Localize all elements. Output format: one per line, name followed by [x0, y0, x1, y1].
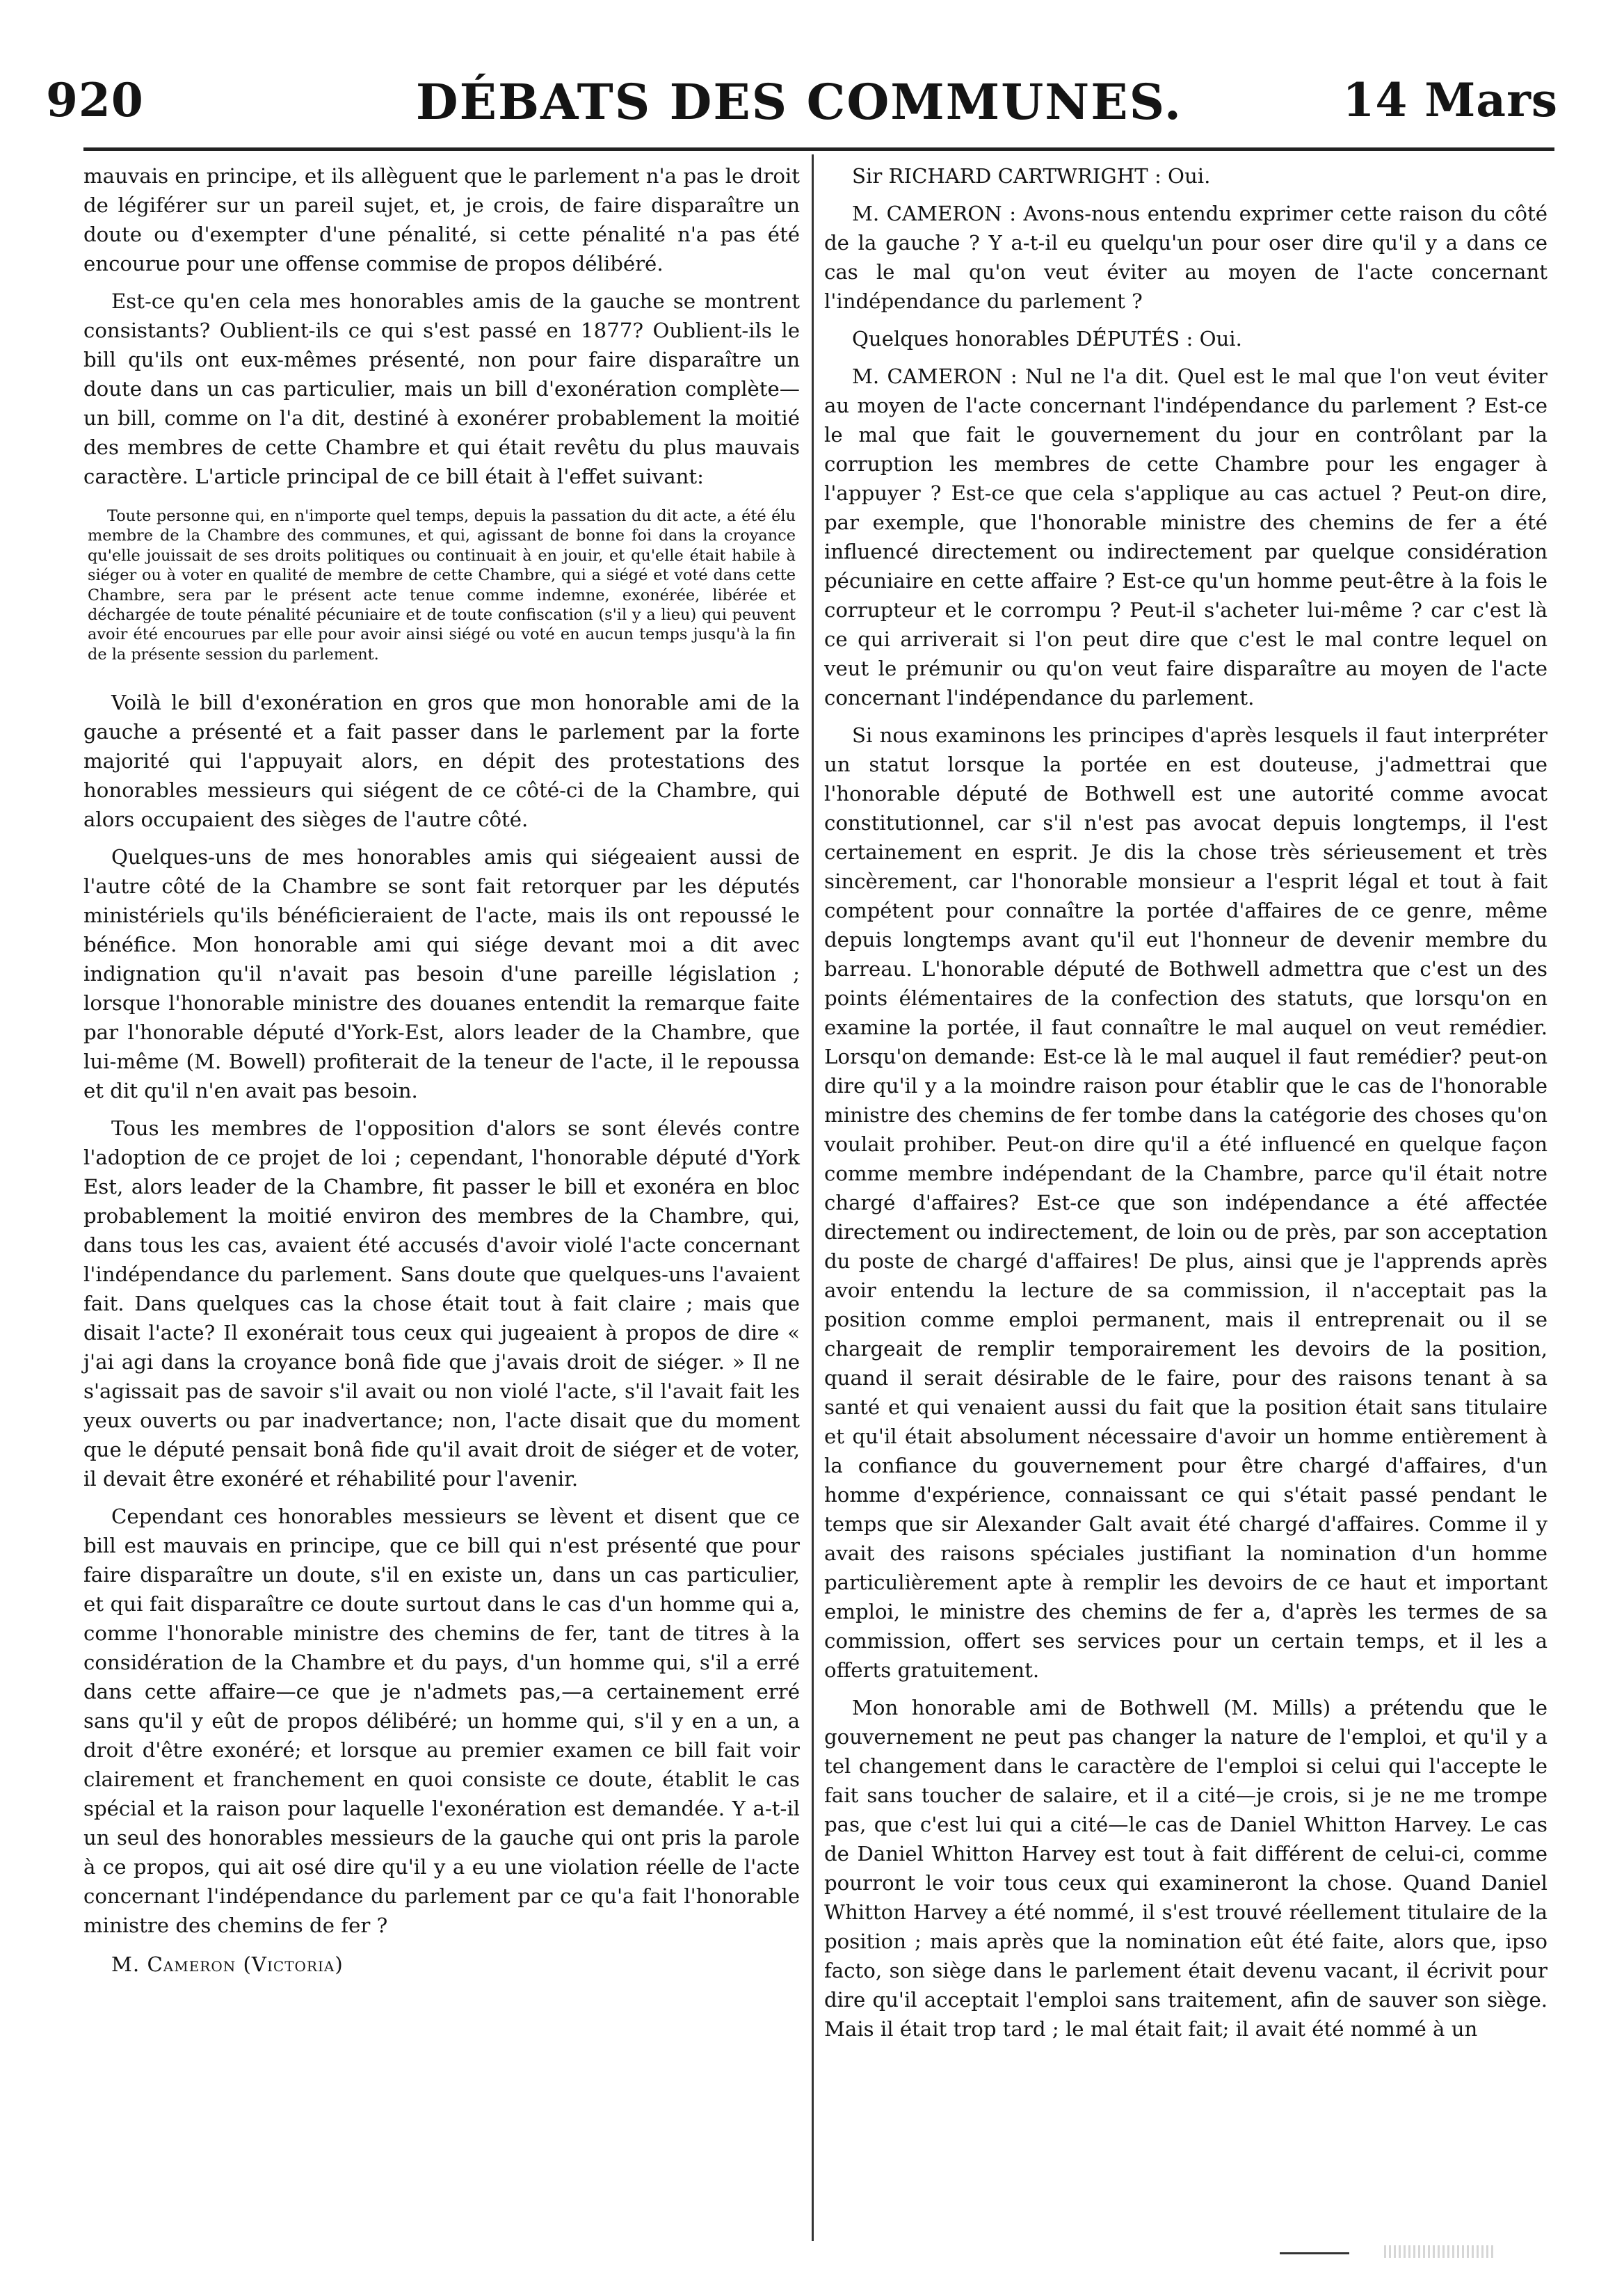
paragraph: M. CAMERON : Avons-nous entendu exprimer cette raison du côté de la gauche ? Y a-t-il eu quelqu'un pour oser dire qu'il y a dans ce cas le mal qu'on veut éviter au moyen de l'acte concernant l'indépendance du parlement ?	[824, 202, 1547, 313]
paragraph: Mon honorable ami de Bothwell (M. Mills) a prétendu que le gouvernement ne peut pas changer la nature de l'emploi, et qu'il y a tel changement dans le caractère de l'emploi si celui qui l'accepte le fait sans toucher de salaire, et il a cité—je crois, si je ne me trompe pas, que c'est lui qui a cité—le cas de Daniel Whitton Harvey. Le cas de Daniel Whitton Harvey est tout à fait différent de celui-ci, comme pourront le voir tous ceux qui examineront la chose. Quand Daniel Whitton Harvey a été nommé, il s'est trouvé réellement titulaire de la position ; mais après que la nomination eût été faite, alors que, ipso facto, son siège dans le parlement était devenu vacant, il écrivit pour dire qu'il acceptait l'emploi sans traitement, afin de sauver son siège. Mais il était trop tard ; le mal était fait; il avait été nommé à un	[824, 1696, 1547, 2041]
header-rule	[83, 147, 1554, 151]
speech-reply: Sir RICHARD CARTWRIGHT : Oui.	[852, 164, 1211, 188]
speaker-name: M. Cameron (Victoria)	[111, 1952, 344, 1977]
running-title: DÉBATS DES COMMUNES.	[415, 73, 1183, 131]
paragraph: Est-ce qu'en cela mes honorables amis de la gauche se montrent consistants? Oublient-ils ce qui s'est passé en 1877? Oublient-ils le bill qu'ils ont eux-mêmes présenté, non pour faire disparaître un doute dans un cas particulier, mais un bill d'exonération complète—un bill, comme on l'a dit, destiné à exonérer probablement la moitié des membres de cette Chambre et qui était revêtu du plus mauvais caractère. L'article principal de ce bill était à l'effet suivant:	[83, 289, 800, 488]
print-smudge	[1384, 2245, 1495, 2258]
header-date: 14 Mars	[1342, 73, 1558, 127]
footer-dash	[1280, 2252, 1349, 2254]
paragraph: Tous les membres de l'opposition d'alors se sont élevés contre l'adoption de ce projet de loi ; cependant, l'honorable député d'York Est, alors leader de la Chambre, fit passer le bill et exonéra en bloc probablement la moitié environ des membres de la Chambre, qui, dans tous les cas, avaient été accusés d'avoir violé l'acte concernant l'indépendance du parlement. Sans doute que quelques-uns l'avaient fait. Dans quelques cas la chose était tout à fait claire ; mais que disait l'acte? Il exonérait tous ceux qui jugeaient à propos de dire « j'ai agi dans la croyance bonâ fide que j'avais droit de siéger. » Il ne s'agissait pas de savoir s'il avait ou non violé l'acte, s'il l'avait fait les yeux ouverts ou par inadvertance; non, l'acte disait que du moment que le député pensait bonâ fide qu'il avait droit de siéger et de voter, il devait être exonéré et réhabilité pour l'avenir.	[83, 1116, 800, 1491]
left-column	[83, 161, 800, 1987]
paragraph: Voilà le bill d'exonération en gros que mon honorable ami de la gauche a présenté et a fait passer dans le parlement par la forte majorité qui l'appuyait alors, en dépit des protestations des honorables messieurs qui siégent de ce côté-ci de la Chambre, qui alors occupaient des sièges de l'autre côté.	[83, 691, 800, 832]
paragraph: M. CAMERON : Nul ne l'a dit. Quel est le mal que l'on veut éviter au moyen de l'acte concernant l'indépendance du parlement ? Est-ce le mal que fait le gouvernement du jour en contrôlant par la corruption les membres de cette Chambre pour les engager à l'appuyer ? Est-ce que cela s'applique au cas actuel ? Peut-on dire, par exemple, que l'honorable ministre des chemins de fer a été influencé directement ou indirectement par quelque considération pécuniaire en cette affaire ? Est-ce qu'un homme peut-être à la fois le corrupteur et le corrompu ? Peut-il s'acheter lui-même ? car c'est là ce qui arriverait si l'on peut dire que c'est le mal contre lequel on veut le prémunir ou qu'on veut faire disparaître au moyen de l'acte concernant l'indépendance du parlement.	[824, 364, 1547, 709]
paragraph: Si nous examinons les principes d'après lesquels il faut interpréter un statut lorsque la portée en est douteuse, j'admettrai que l'honorable député de Bothwell est une autorité comme avocat constitutionnel, car s'il n'est pas avocat depuis longtemps, il l'est certainement en esprit. Je dis la chose très sérieusement et très sincèrement, car l'honorable monsieur a l'esprit légal et tout à fait compétent pour connaître la portée d'affaires de ce genre, même depuis longtemps avant qu'il eut l'honneur de devenir membre du barreau. L'honorable député de Bothwell admettra que c'est un des points élémentaires de la confection des statuts, que lorsqu'on en examine la portée, il faut connaître le mal auquel on veut remédier. Lorsqu'on demande: Est-ce là le mal auquel il faut remédier? peut-on dire qu'il y a la moindre raison pour établir que le cas de l'honorable ministre des chemins de fer tombe dans la catégorie des choses qu'on voulait prohiber. Peut-on dire qu'il a été influencé en quelque façon comme membre indépendant de la Chambre, parce qu'il était notre chargé d'affaires? Est-ce que son indépendance a été affectée directement ou indirectement, de loin ou de près, par son acceptation du poste de chargé d'affaires! De plus, ainsi que je l'apprends après avoir entendu la lecture de sa commission, il n'acceptait pas la position comme emploi permanent, mais il entreprenait ou il se chargeait de remplir temporairement les devoirs de la position, quand il serait désirable de le faire, pour des raisons tenant à sa santé et qui venaient aussi du fait que la position était sans titulaire et qu'il était absolument nécessaire d'avoir un homme entièrement à la confiance du gouvernement pour être chargé d'affaires, d'un homme d'expérience, connaissant ce qui s'était passé pendant le temps que sir Alexander Galt avait été chargé d'affaires. Comme il y avait des raisons spéciales justifiant la nomination d'un homme particulièrement apte à remplir les devoirs de ce haut et important emploi, le ministre des chemins de fer a, d'après les termes de sa commission, offert ses services pour un certain temps, et il les a offerts gratuitement.	[824, 723, 1547, 1682]
paragraph: Cependant ces honorables messieurs se lèvent et disent que ce bill est mauvais en principe, que ce bill qui n'est présenté que pour faire disparaître un doute, s'il en existe un, dans un cas particulier, et qui fait disparaître ce doute surtout dans le cas d'un homme qui a, comme l'honorable ministre des chemins de fer, tant de titres à la considération de la Chambre et du pays, d'un homme qui, s'il a erré dans cette affaire—ce que je n'admets pas,—a certainement erré sans qu'il y eût de propos délibéré; un homme qui, s'il y en a un, a droit d'être exonéré; et lorsque au premier examen ce bill fait voir clairement et franchement en quoi consiste ce doute, établit le cas spécial et la raison pour laquelle l'exonération est demandée. Y a-t-il un seul des honorables messieurs de la gauche qui ont pris la parole à ce propos, qui ait osé dire qu'il y a eu une violation réelle de l'acte concernant l'indépendance du parlement par ce qu'a fait l'honorable ministre des chemins de fer ?	[83, 1505, 800, 1938]
speaker-line	[83, 1950, 800, 1979]
page-number: 920	[46, 73, 144, 127]
page-header	[40, 73, 1558, 143]
right-column	[824, 161, 1547, 2052]
column-divider	[812, 154, 814, 2241]
paragraph: Quelques-uns de mes honorables amis qui siégeaient aussi de l'autre côté de la Chambre se sont fait retorquer par les députés ministériels qu'ils bénéficieraient de l'acte, mais ils ont repoussé le bénéfice. Mon honorable ami qui siége devant moi a dit avec indignation qu'il n'avait pas besoin d'une pareille législation ; lorsque l'honorable ministre des douanes entendit la remarque faite par l'honorable député d'York-Est, alors leader de la Chambre, que lui-même (M. Bowell) profiterait de la teneur de l'acte, il le repoussa et dit qu'il n'en avait pas besoin.	[83, 845, 800, 1103]
quoted-act-text: Toute personne qui, en n'importe quel temps, depuis la passation du dit acte, a été élu membre de la Chambre des communes, et qui, agissant de bonne foi dans la croyance qu'elle jouissait de ses droits politiques ou continuait à en jouir, et qu'elle était habile à siéger ou à voter en qualité de membre de cette Chambre, qui a siégé et voté dans cette Chambre, sera par le présent acte tenue comme indemne, exonérée, libérée et déchargée de toute pénalité pécuniaire et de toute confiscation (s'il y a lieu) qui peuvent avoir été encourues par elle pour avoir ainsi siégé ou voté en aucun temps jusqu'à la fin de la présente session du parlement.	[88, 507, 796, 664]
paragraph: mauvais en principe, et ils allèguent que le parlement n'a pas le droit de légiférer sur un pareil sujet, et, je crois, de faire disparaître un doute ou d'exempter d'une pénalité, si cette pénalité n'a pas été encourue pour une offense commise de propos délibéré.	[83, 164, 800, 275]
speech-reply: Quelques honorables DÉPUTÉS : Oui.	[852, 327, 1242, 351]
